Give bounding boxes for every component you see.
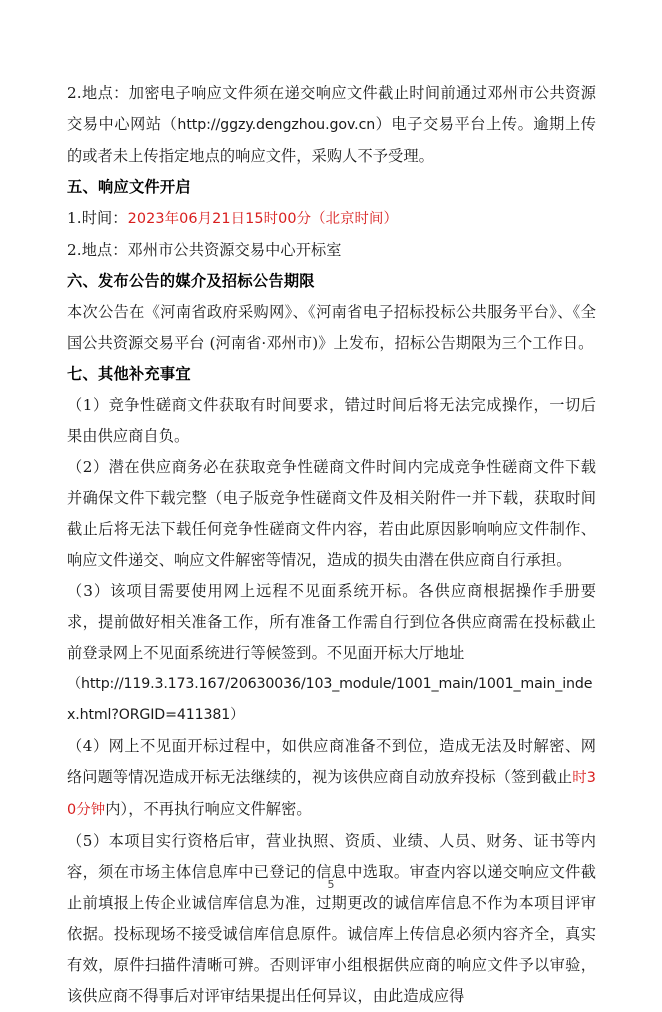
paragraph-announcement-media: 本次公告在《河南省政府采购网》、《河南省电子招标投标公共服务平台》、《全国公共资源交易平台 (河南省·邓州市)》上发布，招标公告期限为三个工作日。	[67, 303, 596, 352]
paragraph-item-4	[67, 731, 596, 826]
document-body	[67, 78, 596, 1012]
paragraph-location-upload	[67, 78, 596, 172]
item-4-segment-a: （4）网上不见面开标过程中，如供应商准备不到位，造成无法及时解密、网络问题等情况造成开标无法继续的，视为该供应商自动放弃投标（签到截止	[67, 737, 596, 786]
paragraph-text-segment-a: 加密电子响应文件须在递交响应文件截止时间前通过邓州市公共资源交易中心网站（	[67, 84, 596, 133]
paragraph-item-2: （2）潜在供应商务必在获取竞争性磋商文件时间内完成竞争性磋商文件下载并确保文件下载完整（电子版竞争性磋商文件及相关附件一并下载，获取时间截止后将无法下载任何竞争性磋商文件内容，若由此原因影响响应文件制作、响应文件递交、响应文件解密等情况，造成的损失由潜在供应商自行承担。	[67, 458, 596, 569]
paragraph-item-5: （5）本项目实行资格后审，营业执照、资质、业绩、人员、财务、证书等内容，须在市场主体信息库中已登记的信息中选取。审查内容以递交响应文件截止前填报上传企业诚信库信息为准，过期更改的诚信库信息不作为本项目评审依据。投标现场不接受诚信库信息原件。诚信库上传信息必须内容齐全，真实有效，原件扫描件清晰可辨。否则评审小组根据供应商的响应文件予以审验，该供应商不得事后对评审结果提出任何异议，由此造成应得	[67, 832, 596, 1005]
paragraph-opening-time	[67, 203, 596, 235]
bid-opening-hall-url: （http://119.3.173.167/20630036/103_module/1001_main/1001_main_index.html?ORGID=411381）	[67, 676, 593, 723]
section-heading-seven: 七、其他补充事宜	[67, 365, 191, 383]
section-heading-five: 五、响应文件开启	[67, 178, 191, 196]
ggzy-website-url: http://ggzy.dengzhou.gov.cn	[177, 117, 376, 133]
time-label: 1.时间：	[67, 209, 128, 227]
signin-deadline-highlight: 时30分钟	[67, 770, 596, 818]
item-4-segment-b: 内），不再执行响应文件解密。	[105, 800, 312, 818]
section-heading-six: 六、发布公告的媒介及招标公告期限	[67, 272, 315, 290]
paragraph-item-1: （1）竞争性磋商文件获取有时间要求，错过时间后将无法完成操作，一切后果由供应商自负。	[67, 396, 596, 445]
opening-datetime-value: 2023年06月21日15时00分（北京时间）	[127, 211, 399, 227]
paragraph-text-segment-b: ）电子交易平台上传。逾期上传的或者未上传指定地点的响应文件，采购人不予受理。	[67, 115, 596, 165]
paragraph-opening-location: 2.地点：邓州市公共资源交易中心开标室	[67, 241, 342, 259]
page-number: 5	[327, 878, 335, 891]
paragraph-item-3: （3）该项目需要使用网上远程不见面系统开标。各供应商根据操作手册要求，提前做好相关准备工作，所有准备工作需自行到位各供应商需在投标截止前登录网上不见面系统进行等候签到。不见面开标大厅地址	[67, 582, 596, 662]
paragraph-lead-label: 2.地点：	[67, 84, 129, 102]
